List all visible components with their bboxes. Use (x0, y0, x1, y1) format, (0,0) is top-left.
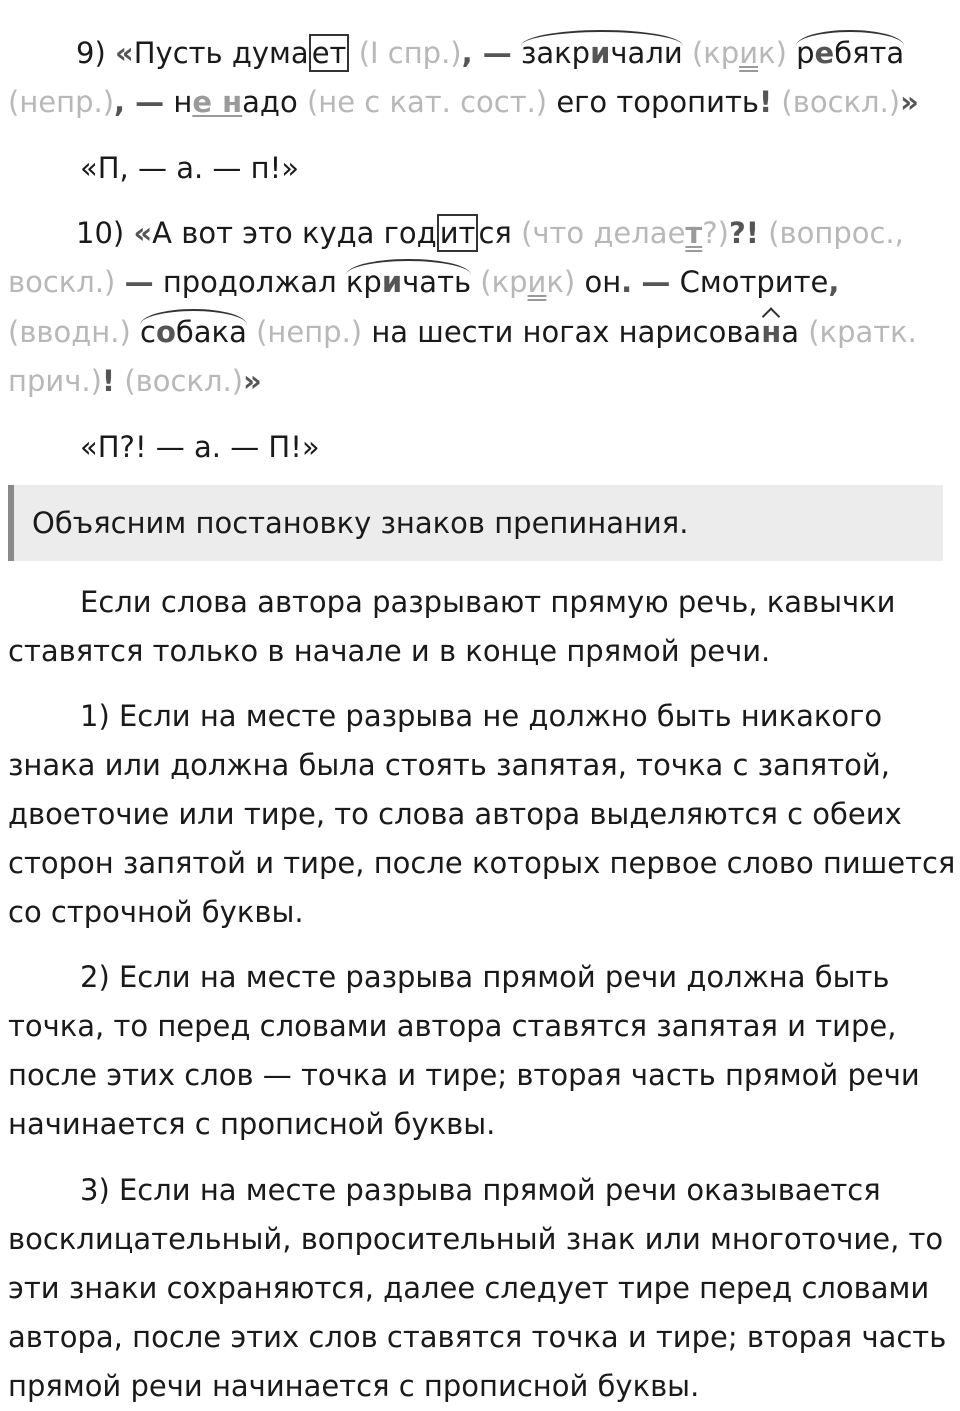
ending-box: ит (437, 214, 479, 252)
grammar-note: (вводн.) (8, 315, 131, 349)
example-9-line-2: (непр.), — не надо (не с кат. сост.) его торопить! (воскл.)» (8, 85, 919, 119)
example-10-line-3: (вводн.) собака (непр.) на шести ногах нарисована (кратк. (8, 315, 917, 349)
root-arc-word: собака (140, 315, 247, 349)
word: Пусть (133, 36, 223, 70)
root-arc-word: кричать (345, 265, 472, 299)
ending-box: ет (309, 34, 350, 72)
grammar-note: воскл.) (8, 265, 116, 299)
example-10-line-4 (8, 363, 262, 399)
root-arc-word: ребята (796, 36, 905, 70)
section-banner (8, 485, 943, 561)
rule-3-paragraph: 3) Если на месте разрыва прямой речи оказывается восклицательный, вопросительный знак или многоточие, то эти знаки сохраняются, далее следует тире перед словами автора, после этих слов ставятся точка и тире; вторая часть прямой речи начинается с прописной буквы. (8, 1173, 947, 1403)
example-10-line-1: 10) «А вот это куда год ит ся (что делает?)?! (вопрос., (76, 216, 904, 250)
rule-1-paragraph: 1) Если на месте разрыва не должно быть никакого знака или должна была стоять запятая, точка с запятой, двоеточие или тире, то слова автора выделяются с обеих сторон запятой и тире, после которых первое слово пишется со строчной буквы. (8, 699, 956, 929)
example-10-scheme: «П?! — а. — П!» (80, 430, 320, 464)
example-number: 9) (76, 36, 115, 70)
underlined-letters: е н (192, 85, 243, 119)
punctuation: ! (101, 364, 116, 398)
punctuation: — (641, 265, 671, 299)
punctuation: , (828, 265, 840, 299)
grammar-note: (не с кат. сост.) (306, 85, 548, 119)
word: его торопить (556, 85, 759, 119)
grammar-note: (крик) (691, 36, 787, 70)
grammar-note: (крик) (480, 265, 576, 299)
example-9-scheme: «П, — а. — п!» (80, 151, 299, 185)
grammar-note: (непр.) (256, 315, 363, 349)
example-10-line-2: воскл.) — продолжал кричать (крик) он. — Смотрите, (8, 265, 840, 299)
grammar-note: (I спр.) (358, 36, 462, 70)
grammar-note: (что делает?) (521, 216, 729, 250)
root-arc-word: закричали (520, 36, 683, 70)
punctuation: — (124, 265, 154, 299)
banner-text: Объясним постановку знаков препинания. (32, 506, 689, 540)
punctuation: ?! (728, 216, 759, 250)
rule-2-paragraph: 2) Если на месте разрыва прямой речи должна быть точка, то перед словами автора ставятся запятая и тире, после этих слов — точка и тире; вторая часть прямой речи начинается с прописной буквы. (8, 960, 920, 1141)
quote-close: » (900, 85, 919, 119)
example-9-line-1 (76, 35, 904, 71)
example-number: 10) (76, 216, 134, 250)
grammar-note: (кратк. (808, 315, 917, 349)
quote-close: » (243, 364, 262, 398)
punctuation: , — (114, 85, 165, 119)
rule-intro-paragraph: Если слова автора разрывают прямую речь, кавычки ставятся только в начале и в конце прямой речи. (8, 585, 896, 668)
word-stem: дума (231, 36, 309, 70)
punctuation: , — (461, 36, 512, 70)
grammar-note: (непр.) (8, 85, 115, 119)
punctuation: ! (758, 85, 773, 119)
grammar-note: (воскл.) (781, 85, 901, 119)
quote-open: « (133, 216, 153, 250)
suffix-hat: н (761, 315, 782, 349)
quote-open: « (114, 36, 134, 70)
punctuation: . (621, 265, 633, 299)
grammar-note: (воскл.) (124, 364, 244, 398)
grammar-note: (вопрос., (768, 216, 904, 250)
grammar-note: прич.) (8, 364, 102, 398)
